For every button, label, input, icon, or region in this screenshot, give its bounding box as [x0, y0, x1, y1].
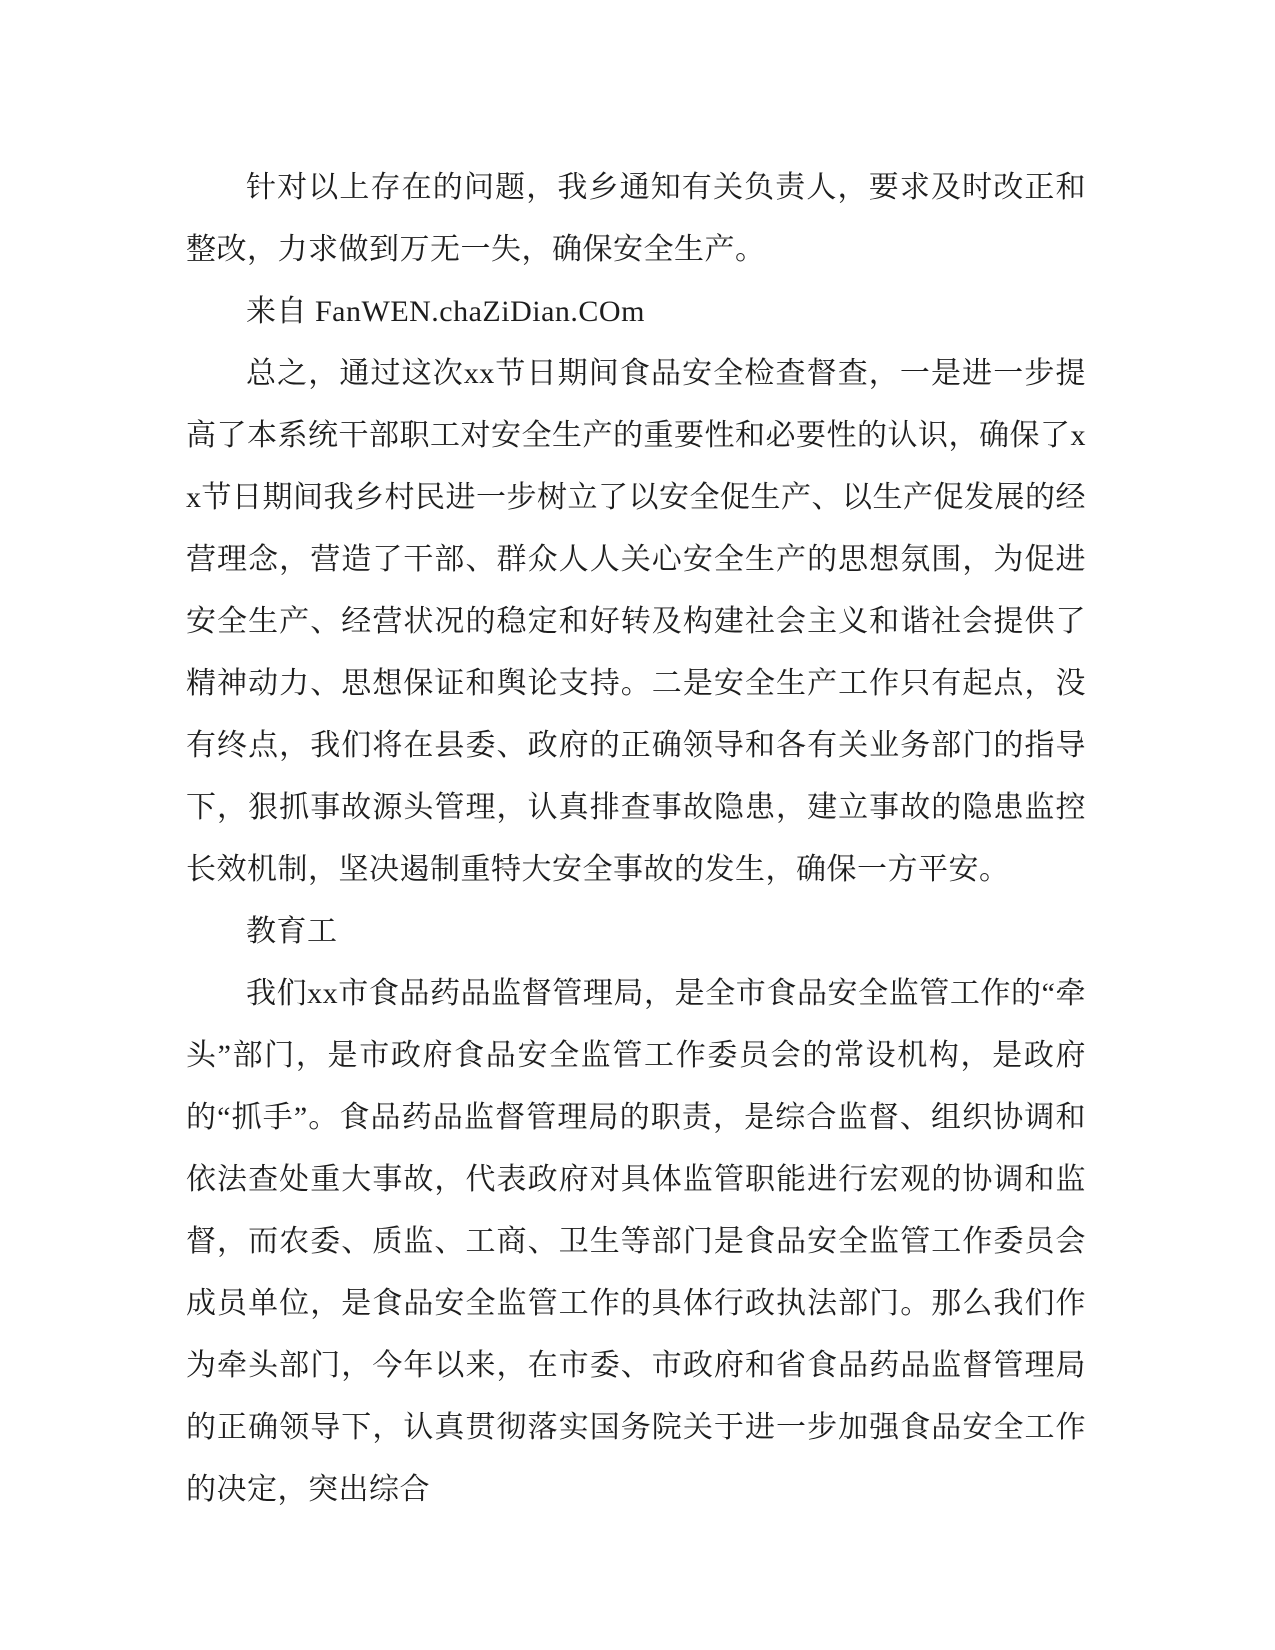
- paragraph-rectification: 针对以上存在的问题，我乡通知有关负责人，要求及时改正和整改，力求做到万无一失，确保安全生产。: [186, 171, 1086, 266]
- source-attribution-line: 来自 FanWEN.chaZiDian.COm: [246, 295, 645, 328]
- paragraph-summary: 总之，通过这次xx节日期间食品安全检查督查，一是进一步提高了本系统干部职工对安全生产的重要性和必要性的认识，确保了xx节日期间我乡村民进一步树立了以安全促生产、以生产促发展的经营理念，营造了干部、群众人人关心安全生产的思想氛围，为促进安全生产、经营状况的稳定和好转及构建社会主义和谐社会提供了精神动力、思想保证和舆论支持。二是安全生产工作只有起点，没有终点，我们将在县委、政府的正确领导和各有关业务部门的指导下，狠抓事故源头管理，认真排查事故隐患，建立事故的隐患监控长效机制，坚决遏制重特大安全事故的发生，确保一方平安。: [186, 357, 1086, 886]
- document-body: [186, 157, 1086, 1521]
- paragraph-fragment: 教育工: [246, 915, 338, 948]
- paragraph-fda-role: 我们xx市食品药品监督管理局，是全市食品安全监管工作的“牵头”部门，是市政府食品安全监管工作委员会的常设机构，是政府的“抓手”。食品药品监督管理局的职责，是综合监督、组织协调和依法查处重大事故，代表政府对具体监管职能进行宏观的协调和监督，而农委、质监、工商、卫生等部门是食品安全监管工作委员会成员单位，是食品安全监管工作的具体行政执法部门。那么我们作为牵头部门，今年以来，在市委、市政府和省食品药品监督管理局的正确领导下，认真贯彻落实国务院关于进一步加强食品安全工作的决定，突出综合: [186, 977, 1086, 1506]
